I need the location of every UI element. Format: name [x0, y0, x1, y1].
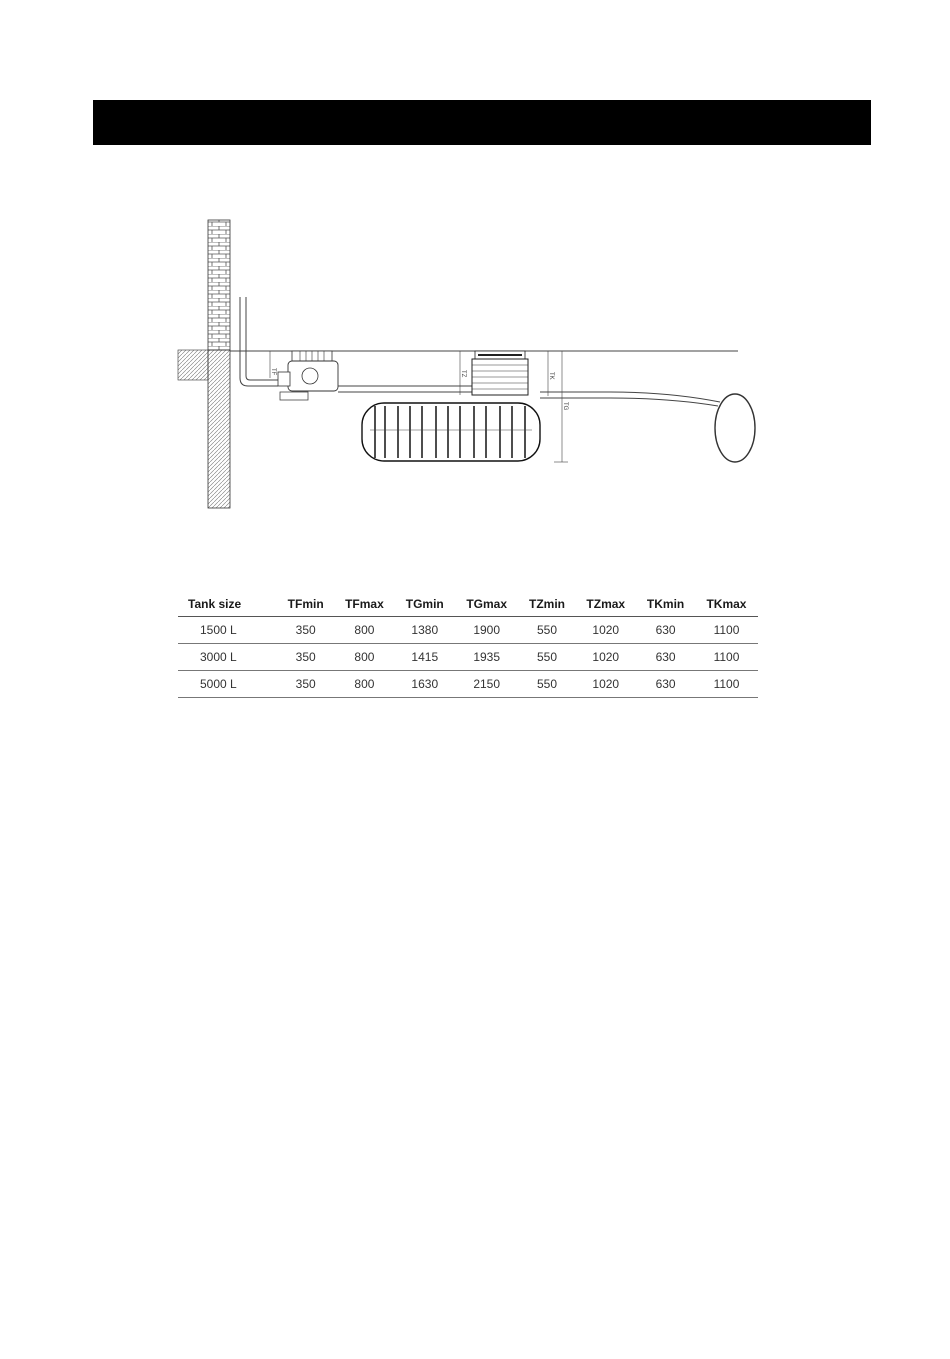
- table-cell: 550: [519, 617, 576, 644]
- table-cell: 1500 L: [178, 617, 277, 644]
- table-cell: 1900: [455, 617, 519, 644]
- tank-shaft: [472, 351, 528, 395]
- table-cell: 1100: [695, 671, 758, 698]
- tf-label: TF: [270, 368, 276, 376]
- table-cell: 630: [636, 671, 695, 698]
- col-header: TFmax: [334, 592, 395, 617]
- tk-label: TK: [548, 372, 554, 380]
- col-header: TGmax: [455, 592, 519, 617]
- spec-table: [178, 592, 758, 698]
- table-cell: 800: [334, 671, 395, 698]
- tg-label: TG: [562, 402, 568, 411]
- col-header: TFmin: [277, 592, 334, 617]
- overflow-pipe: [610, 392, 720, 406]
- table-cell: 1020: [575, 617, 636, 644]
- brick-wall: [208, 220, 230, 350]
- table-cell: 350: [277, 671, 334, 698]
- installation-diagram: [170, 210, 770, 520]
- table-row: [178, 617, 758, 644]
- tank-body: [362, 403, 540, 461]
- foundation-wall: [208, 350, 230, 508]
- table-cell: 1415: [395, 644, 455, 671]
- table-cell: 5000 L: [178, 671, 277, 698]
- soakaway-ring: [715, 394, 755, 462]
- header-bar: [93, 100, 871, 145]
- table-cell: 350: [277, 644, 334, 671]
- col-header: TZmax: [575, 592, 636, 617]
- col-header: Tank size: [178, 592, 277, 617]
- table-cell: 1020: [575, 644, 636, 671]
- col-header: TGmin: [395, 592, 455, 617]
- tz-label: TZ: [460, 370, 466, 378]
- table-cell: 350: [277, 617, 334, 644]
- table-cell: 1935: [455, 644, 519, 671]
- filter-housing: [278, 351, 338, 391]
- table-cell: 3000 L: [178, 644, 277, 671]
- table-row: [178, 644, 758, 671]
- table-cell: 630: [636, 644, 695, 671]
- table-cell: 1100: [695, 644, 758, 671]
- table-cell: 1630: [395, 671, 455, 698]
- table-cell: 800: [334, 617, 395, 644]
- table-cell: 1100: [695, 617, 758, 644]
- table-cell: 1380: [395, 617, 455, 644]
- table-cell: 550: [519, 671, 576, 698]
- col-header: TZmin: [519, 592, 576, 617]
- table-cell: 1020: [575, 671, 636, 698]
- table-cell: 2150: [455, 671, 519, 698]
- table-cell: 800: [334, 644, 395, 671]
- col-header: TKmax: [695, 592, 758, 617]
- ground-left: [178, 350, 208, 380]
- table-cell: 550: [519, 644, 576, 671]
- table-row: [178, 671, 758, 698]
- table-header-row: [178, 592, 758, 617]
- table-cell: 630: [636, 617, 695, 644]
- col-header: TKmin: [636, 592, 695, 617]
